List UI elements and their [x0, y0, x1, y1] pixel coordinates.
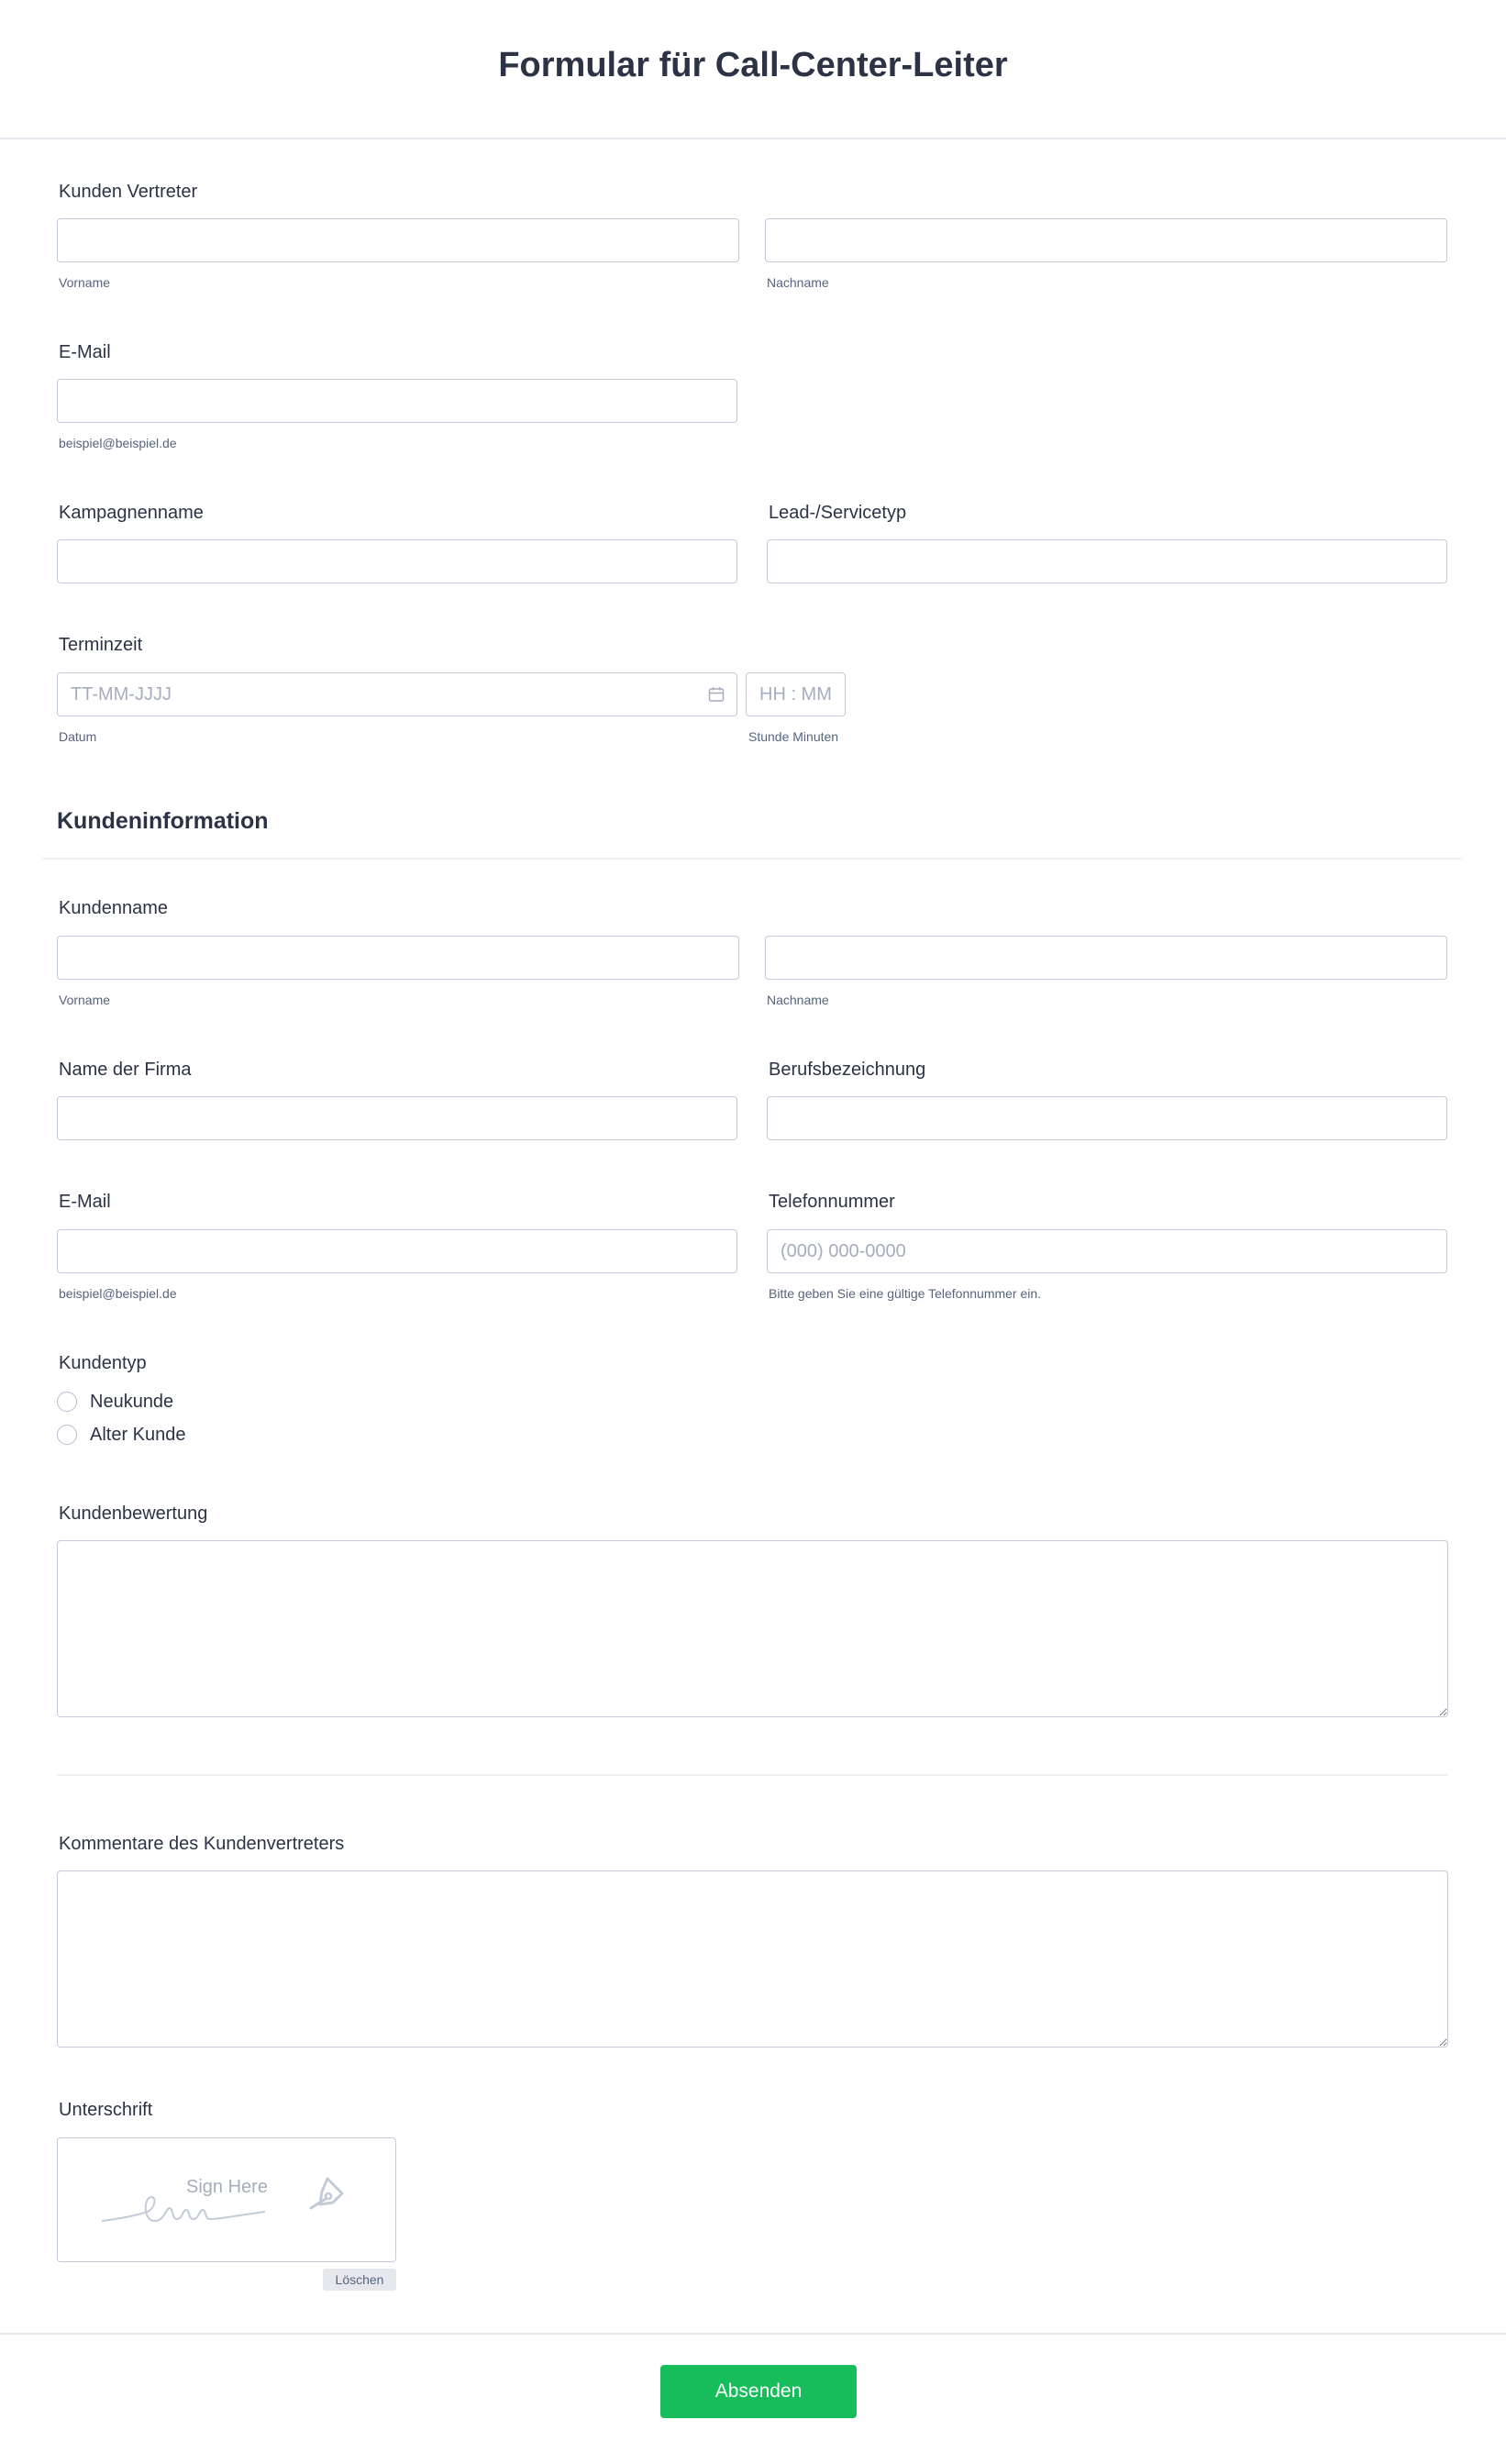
- customer-last-name-sublabel: Nachname: [767, 993, 829, 1007]
- comments-label: Kommentare des Kundenvertreters: [59, 1834, 345, 1854]
- lead-type-input[interactable]: [767, 539, 1447, 583]
- radio-old-customer[interactable]: [57, 1425, 77, 1445]
- comments-textarea[interactable]: [57, 1870, 1448, 2048]
- agent-first-name-input[interactable]: [57, 218, 739, 262]
- phone-input[interactable]: [767, 1229, 1447, 1273]
- divider: [57, 1774, 1448, 1776]
- calendar-icon[interactable]: [708, 686, 725, 703]
- date-input[interactable]: [57, 672, 737, 716]
- time-input[interactable]: [746, 672, 846, 716]
- signature-label: Unterschrift: [59, 2100, 153, 2120]
- company-input[interactable]: [57, 1096, 737, 1140]
- section-divider: [42, 858, 1462, 860]
- customer-first-name-input[interactable]: [57, 936, 739, 980]
- form-header: [0, 0, 1506, 139]
- customer-name-label: Kundenname: [59, 898, 168, 918]
- customer-first-name-sublabel: Vorname: [59, 993, 111, 1007]
- pen-nib-icon: [307, 2175, 346, 2212]
- agent-last-name-input[interactable]: [765, 218, 1447, 262]
- clear-signature-button[interactable]: Löschen: [323, 2269, 396, 2291]
- radio-new-customer[interactable]: [57, 1392, 77, 1412]
- customer-type-label: Kundentyp: [59, 1353, 147, 1373]
- customer-section-title: Kundeninformation: [57, 808, 269, 834]
- agent-email-input[interactable]: [57, 379, 737, 423]
- job-title-input[interactable]: [767, 1096, 1447, 1140]
- customer-email-input[interactable]: [57, 1229, 737, 1273]
- campaign-input[interactable]: [57, 539, 737, 583]
- appointment-label: Terminzeit: [59, 635, 143, 655]
- campaign-label: Kampagnenname: [59, 503, 204, 523]
- customer-email-label: E-Mail: [59, 1192, 111, 1212]
- phone-sublabel: Bitte geben Sie eine gültige Telefonnummer ein.: [769, 1286, 1042, 1301]
- lead-type-label: Lead-/Servicetyp: [769, 503, 907, 523]
- signature-scribble-icon: [100, 2184, 274, 2230]
- agent-first-name-sublabel: Vorname: [59, 275, 111, 290]
- rating-textarea[interactable]: [57, 1540, 1448, 1717]
- time-sublabel: Stunde Minuten: [748, 729, 839, 744]
- agent-name-label: Kunden Vertreter: [59, 182, 198, 202]
- signature-hint: Sign Here: [186, 2177, 268, 2197]
- form-title: Formular für Call-Center-Leiter: [498, 46, 1008, 84]
- footer-divider: [0, 2333, 1506, 2335]
- rating-label: Kundenbewertung: [59, 1504, 208, 1524]
- agent-last-name-sublabel: Nachname: [767, 275, 829, 290]
- customer-last-name-input[interactable]: [765, 936, 1447, 980]
- date-sublabel: Datum: [59, 729, 97, 744]
- radio-old-customer-label[interactable]: Alter Kunde: [90, 1425, 186, 1445]
- job-title-label: Berufsbezeichnung: [769, 1060, 926, 1080]
- agent-email-label: E-Mail: [59, 342, 111, 362]
- signature-pad[interactable]: [57, 2137, 396, 2262]
- phone-label: Telefonnummer: [769, 1192, 895, 1212]
- submit-button[interactable]: Absenden: [660, 2365, 857, 2418]
- radio-new-customer-label[interactable]: Neukunde: [90, 1392, 174, 1412]
- agent-email-sublabel: beispiel@beispiel.de: [59, 436, 177, 450]
- customer-email-sublabel: beispiel@beispiel.de: [59, 1286, 177, 1301]
- company-label: Name der Firma: [59, 1060, 192, 1080]
